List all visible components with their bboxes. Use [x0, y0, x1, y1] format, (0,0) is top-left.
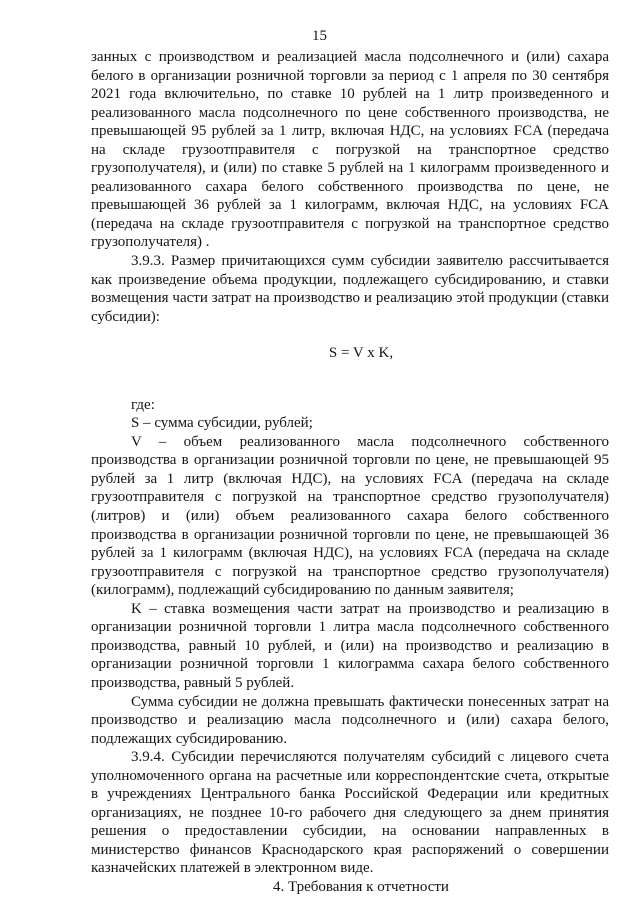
where-label: где:: [131, 396, 155, 413]
subsidy-formula: S = V x K,: [328, 345, 394, 362]
definition-k: K – ставка возмещения части затрат на производство и реализацию в организации розничной торговли 1 литра масла подсолнечного собственного производства, равный 10 рублей, и (или) на производство и реализацию в организации розничной торговли 1 килограмма сахара белого собственного производства, равный 5 рублей.: [91, 600, 609, 691]
paragraph-3-9-3: 3.9.3. Размер причитающихся сумм субсидии заявителю рассчитывается как произведение объема продукции, подлежащего субсидированию, и ставки возмещения части затрат на производство и реализацию этой продукции (ставки субсидии):: [91, 253, 609, 325]
document-body: [91, 48, 609, 897]
section-heading: 4. Требования к отчетности: [273, 878, 449, 895]
definition-v: V – объем реализованного масла подсолнечного собственного производства в организации розничной торговли по цене, не превышающей 95 рублей за 1 литр (включая НДС), на условиях FCA (передача на складе грузоотправителя с погрузкой на транспортное средство грузополучателя) (литров) и (или) объем реализованного сахара белого собственного производства в организации розничной торговли по цене, не превышающей 36 рублей за 1 килограмм (включая НДС), на условиях FCA (передача на складе грузоотправителя с погрузкой на транспортное средство грузополучателя) (килограмм), подлежащий субсидированию по данным заявителя;: [91, 433, 609, 599]
paragraph-3-9-4: 3.9.4. Субсидии перечисляются получателям субсидий с лицевого счета уполномоченного органа на расчетные или корреспондентские счета, открытые в учреждениях Центрального банка Российской Федерации или кредитных организациях, не позднее 10-го рабочего дня следующего за днем принятия решения о предоставлении субсидии, на основании направленных в министерство финансов Краснодарского края распоряжений о совершении казначейских платежей в электронном виде.: [91, 749, 609, 877]
paragraph-continuation: занных с производством и реализацией масла подсолнечного и (или) сахара белого в организации розничной торговли за период с 1 апреля по 30 сентября 2021 года включительно, по ставке 10 рублей на 1 литр произведенного и реализованного масла подсолнечного по цене собственного производства, не превышающей 95 рублей за 1 литр, включая НДС, на условиях FCA (передача на складе грузоотправителя с погрузкой на транспортное средство грузополучателя), и (или) по ставке 5 рублей на 1 килограмм произведенного и реализованного сахара белого собственного производства по цене, не превышающей 36 рублей за 1 килограмм, включая НДС, на условиях FCA (передача на складе грузоотправителя с погрузкой на транспортное средство грузополучателя) .: [91, 49, 609, 251]
paragraph-subsidy-limit: Сумма субсидии не должна превышать фактически понесенных затрат на производство и реализацию масла подсолнечного и (или) сахара белого, подлежащих субсидированию.: [91, 693, 609, 747]
definition-s: S – сумма субсидии, рублей;: [131, 415, 313, 432]
page-number: 15: [312, 28, 327, 44]
